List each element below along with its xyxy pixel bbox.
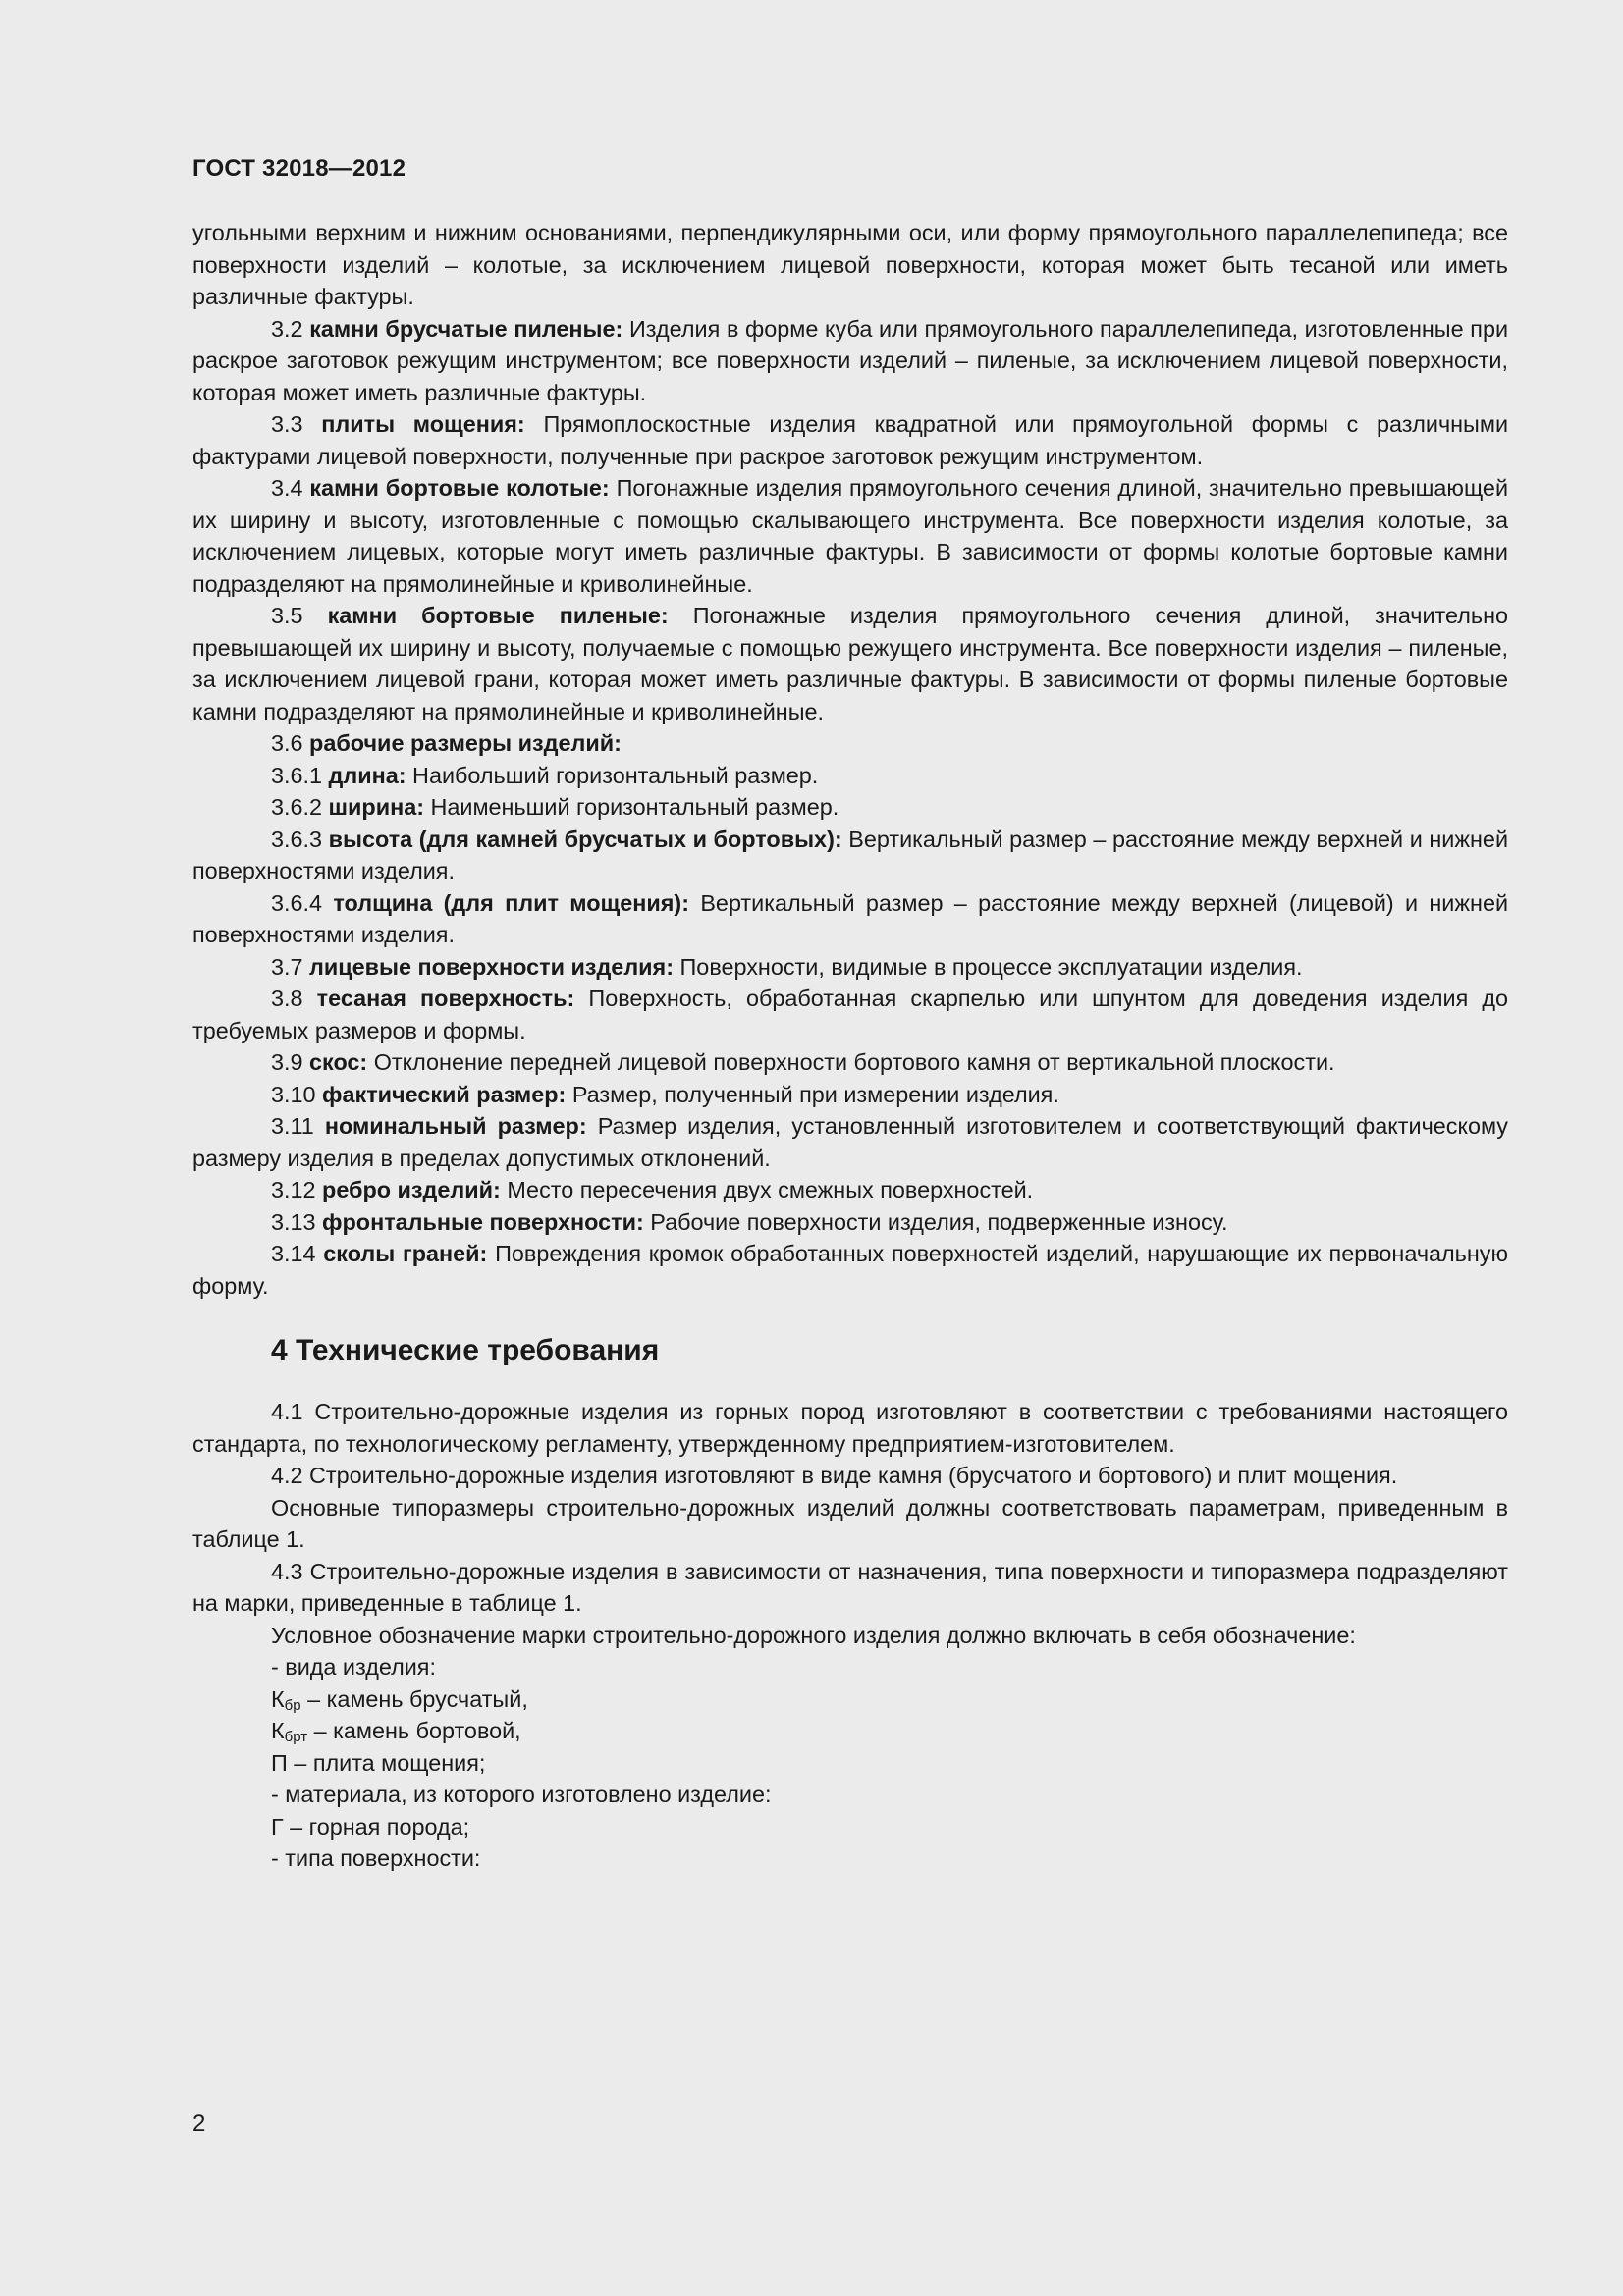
paragraph-4-3: 4.3 Строительно-дорожные изделия в зависимости от назначения, типа поверхности и типоразмера подразделяют на марки, приведенные в таблице 1. [192, 1558, 1508, 1616]
term-name: скос: [309, 1049, 368, 1075]
list-item: - вида изделия: [271, 1654, 436, 1680]
term-definition: Вертикальный размер – расстояние между верхней (лицевой) и нижней поверхностями изделия. [192, 889, 1509, 947]
term-name: длина: [328, 762, 406, 788]
term-3-7: 3.7 лицевые поверхности изделия: Поверхности, видимые в процессе эксплуатации изделия. [271, 953, 1303, 980]
list-item: - типа поверхности: [271, 1845, 481, 1871]
page-number: 2 [192, 2110, 206, 2137]
term-3-6-2: 3.6.2 ширина: Наименьший горизонтальный размер. [271, 794, 839, 820]
term-name: фронтальные поверхности: [322, 1208, 644, 1235]
term-name: тесаная поверхность: [316, 986, 575, 1011]
list-item: $К_{брт}$ – камень бортовой, [271, 1718, 521, 1745]
term-definition: Наибольший горизонтальный размер. [412, 762, 819, 788]
document-header: ГОСТ 32018—2012 [192, 155, 406, 182]
term-3-9: 3.9 скос: Отклонение передней лицевой поверхности бортового камня от вертикальной плоскости. [271, 1049, 1335, 1075]
list-item: П – плита мощения; [271, 1749, 486, 1776]
document-body [192, 217, 1508, 1875]
term-definition: Наименьший горизонтальный размер. [430, 794, 839, 820]
paragraph: Основные типоразмеры строительно-дорожных изделий должны соответствовать параметрам, приведенным в таблице 1. [192, 1494, 1508, 1552]
term-name: толщина (для плит мощения): [333, 889, 689, 916]
term-3-6-4: 3.6.4 толщина (для плит мощения): Вертикальный размер – расстояние между верхней (лицевой) и нижней поверхностями изделия. [192, 889, 1509, 947]
paragraph-4-1: 4.1 Строительно-дорожные изделия из горных пород изготовляют в соответствии с требованиями настоящего стандарта, по технологическому регламенту, утвержденному предприятием-изготовителем. [192, 1399, 1508, 1457]
paragraph: угольными верхним и нижним основаниями, перпендикулярными оси, или форму прямоугольного параллелепипеда; все поверхности изделий – колотые, за исключением лицевой поверхности, которая может быть тесаной или иметь различные фактуры. [192, 220, 1508, 309]
term-definition: Место пересечения двух смежных поверхностей. [507, 1177, 1034, 1202]
term-3-12: 3.12 ребро изделий: Место пересечения двух смежных поверхностей. [271, 1177, 1034, 1202]
term-definition: Размер изделия, установленный изготовителем и соответствующий фактическому размеру изделия в пределах допустимых отклонений. [192, 1113, 1509, 1171]
term-3-5: 3.5 камни бортовые пиленые: Погонажные изделия прямоугольного сечения длиной, значительно превышающей их ширину и высоту, получаемые с помощью режущего инструмента. Все поверхности изделия – пиленые, за исключением лицевой грани, которая может иметь различные фактуры. В зависимости от формы пиленые бортовые камни подразделяют на прямолинейные и криволинейные. [192, 603, 1509, 724]
term-name: камни бортовые колотые: [309, 475, 610, 501]
term-definition: Отклонение передней лицевой поверхности бортового камня от вертикальной плоскости. [373, 1049, 1335, 1075]
list-item: $К_{бр}$ – камень брусчатый, [271, 1685, 528, 1714]
term-definition: Поверхность, обработанная скарпелью или шпунтом для доведения изделия до требуемых размеров и формы. [192, 986, 1509, 1043]
term-definition: Размер, полученный при измерении изделия. [571, 1081, 1059, 1107]
term-3-8: 3.8 тесаная поверхность: Поверхность, обработанная скарпелью или шпунтом для доведения изделия до требуемых размеров и формы. [192, 986, 1509, 1043]
term-definition: Вертикальный размер – расстояние между верхней и нижней поверхностями изделия. [192, 826, 1509, 883]
term-name: фактический размер: [322, 1081, 567, 1107]
term-name: лицевые поверхности изделия: [309, 953, 674, 980]
term-3-4: 3.4 камни бортовые колотые: Погонажные изделия прямоугольного сечения длиной, значительно превышающей их ширину и высоту, изготовленные с помощью скалывающего инструмента. Все поверхности изделия колотые, за исключением лицевых, которые могут иметь различные фактуры. В зависимости от формы колотые бортовые камни подразделяют на прямолинейные и криволинейные. [192, 475, 1509, 597]
list-item: - материала, из которого изготовлено изделие: [271, 1782, 772, 1807]
section-heading: 4 Технические требования [271, 1334, 660, 1366]
term-3-13: 3.13 фронтальные поверхности: Рабочие поверхности изделия, подверженные износу. [271, 1208, 1228, 1235]
term-name: камни брусчатые пиленые: [309, 315, 623, 342]
term-name: камни бортовые пиленые: [327, 603, 669, 628]
term-3-6-3: 3.6.3 высота (для камней брусчатых и бортовых): Вертикальный размер – расстояние между верхней и нижней поверхностями изделия. [192, 826, 1509, 883]
term-name: плиты мощения: [321, 411, 525, 437]
term-definition: Погонажные изделия прямоугольного сечения длиной, значительно превышающей их ширину и высоту, изготовленные с помощью скалывающего инструмента. Все поверхности изделия колотые, за исключением лицевых, которые могут иметь различные фактуры. В зависимости от формы колотые бортовые камни подразделяют на прямолинейные и криволинейные. [192, 475, 1509, 597]
paragraph-4-2: 4.2 Строительно-дорожные изделия изготовляют в виде камня (брусчатого и бортового) и плит мощения. [271, 1463, 1398, 1488]
term-definition: Повреждения кромок обработанных поверхностей изделий, нарушающие их первоначальную форму. [192, 1241, 1509, 1299]
list-item: Г – горная порода; [271, 1813, 470, 1840]
term-name: рабочие размеры изделий: [309, 730, 622, 756]
term-3-14: 3.14 сколы граней: Повреждения кромок обработанных поверхностей изделий, нарушающие их первоначальную форму. [192, 1241, 1509, 1299]
term-definition: Поверхности, видимые в процессе эксплуатации изделия. [679, 953, 1303, 980]
term-name: высота (для камней брусчатых и бортовых): [328, 826, 842, 852]
term-3-2: 3.2 камни брусчатые пиленые: Изделия в форме куба или прямоугольного параллелепипеда, изготовленные при раскрое заготовок режущим инструментом; все поверхности изделий – пиленые, за исключением лицевой поверхности, которая может иметь различные фактуры. [192, 315, 1509, 405]
term-3-6-1: 3.6.1 длина: Наибольший горизонтальный размер. [271, 762, 819, 788]
term-definition: Изделия в форме куба или прямоугольного параллелепипеда, изготовленные при раскрое заготовок режущим инструментом; все поверхности изделий – пиленые, за исключением лицевой поверхности, которая может иметь различные фактуры. [192, 315, 1509, 405]
paragraph: Условное обозначение марки строительно-дорожного изделия должно включать в себя обозначение: [271, 1622, 1356, 1648]
term-definition: Прямоплоскостные изделия квадратной или прямоугольной формы с различными фактурами лицевой поверхности, полученные при раскрое заготовок режущим инструментом. [192, 411, 1509, 469]
term-name: сколы граней: [323, 1241, 488, 1266]
term-3-6: 3.6 рабочие размеры изделий: [271, 730, 622, 756]
term-3-10: 3.10 фактический размер: Размер, полученный при измерении изделия. [271, 1081, 1059, 1107]
term-name: ширина: [328, 794, 424, 820]
term-name: номинальный размер: [324, 1113, 587, 1139]
term-3-3: 3.3 плиты мощения: Прямоплоскостные изделия квадратной или прямоугольной формы с различными фактурами лицевой поверхности, полученные при раскрое заготовок режущим инструментом. [192, 411, 1509, 469]
term-3-11: 3.11 номинальный размер: Размер изделия, установленный изготовителем и соответствующий фактическому размеру изделия в пределах допустимых отклонений. [192, 1113, 1509, 1171]
term-definition: Рабочие поверхности изделия, подверженные износу. [650, 1208, 1228, 1235]
term-name: ребро изделий: [322, 1177, 501, 1202]
term-definition: Погонажные изделия прямоугольного сечения длиной, значительно превышающей их ширину и высоту, получаемые с помощью режущего инструмента. Все поверхности изделия – пиленые, за исключением лицевой грани, которая может иметь различные фактуры. В зависимости от формы пиленые бортовые камни подразделяют на прямолинейные и криволинейные. [192, 603, 1509, 724]
